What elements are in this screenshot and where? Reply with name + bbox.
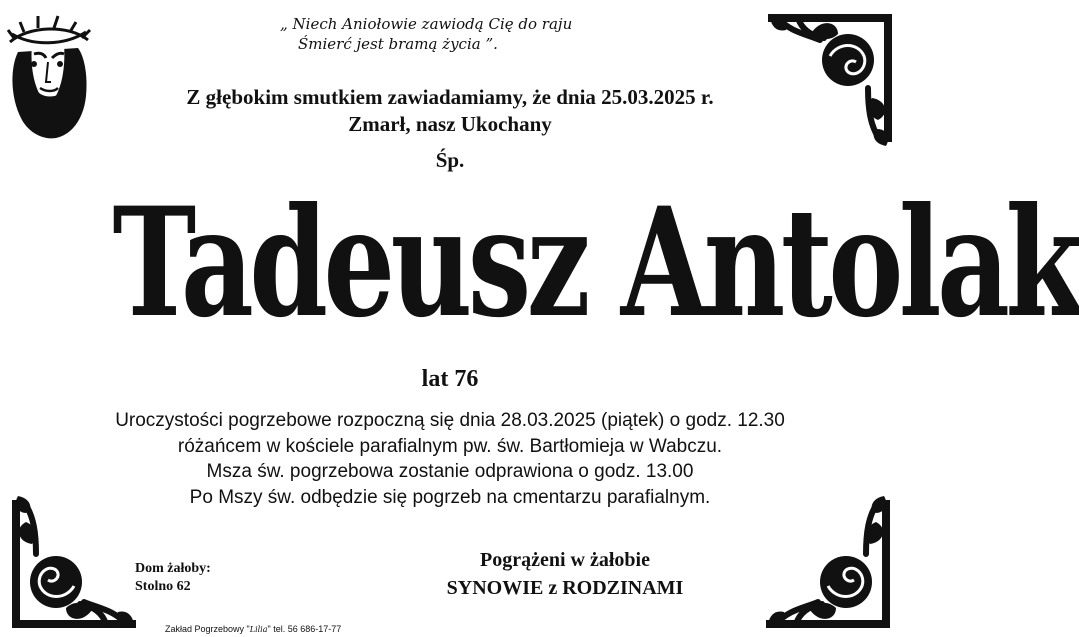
funeral-home-label: Dom żałoby:: [135, 561, 211, 576]
age: lat 76: [421, 366, 479, 392]
quote-line-2: Śmierć jest bramą życia ”.: [298, 35, 498, 53]
intro-line-2: Zmarł, nasz Ukochany: [348, 112, 552, 136]
mourners: [405, 546, 725, 602]
quote-line-1: „ Niech Aniołowie zawiodą Cię do raju: [280, 15, 573, 33]
announcement-intro: [100, 84, 800, 138]
epitaph-quote: [280, 14, 620, 54]
prefix-sp: Śp.: [435, 148, 465, 172]
footer-company-name: Lilia: [249, 625, 268, 634]
funeral-company-footer: [165, 624, 341, 635]
footer-phone: " tel. 56 686-17-77: [267, 624, 342, 634]
ornament-corner-bottom-left-icon: [4, 494, 136, 634]
deceased-name: Tadeusz Antolak: [112, 175, 1079, 351]
mourners-line-2: SYNOWIE z RODZINAMI: [446, 577, 684, 599]
funeral-home: [135, 560, 211, 596]
mourners-line-1: Pogrążeni w żałobie: [480, 549, 650, 571]
footer-company: Zakład Pogrzebowy ": [165, 624, 250, 634]
christ-portrait-icon: [4, 8, 92, 140]
details-line-4: Po Mszy św. odbędzie się pogrzeb na cmentarzu parafialnym.: [189, 486, 711, 508]
intro-line-1: Z głębokim smutkiem zawiadamiamy, że dnia 25.03.2025 r.: [186, 85, 714, 109]
ceremony-details: [40, 408, 860, 510]
ornament-corner-bottom-right-icon: [766, 494, 898, 634]
details-line-2: różańcem w kościele parafialnym pw. św. Bartłomieja w Wabczu.: [177, 435, 723, 457]
details-line-3: Msza św. pogrzebowa zostanie odprawiona o godz. 13.00: [206, 461, 694, 482]
funeral-home-location: Stolno 62: [135, 579, 191, 594]
details-line-1: Uroczystości pogrzebowe rozpoczną się dnia 28.03.2025 (piątek) o godz. 12.30: [115, 410, 785, 431]
